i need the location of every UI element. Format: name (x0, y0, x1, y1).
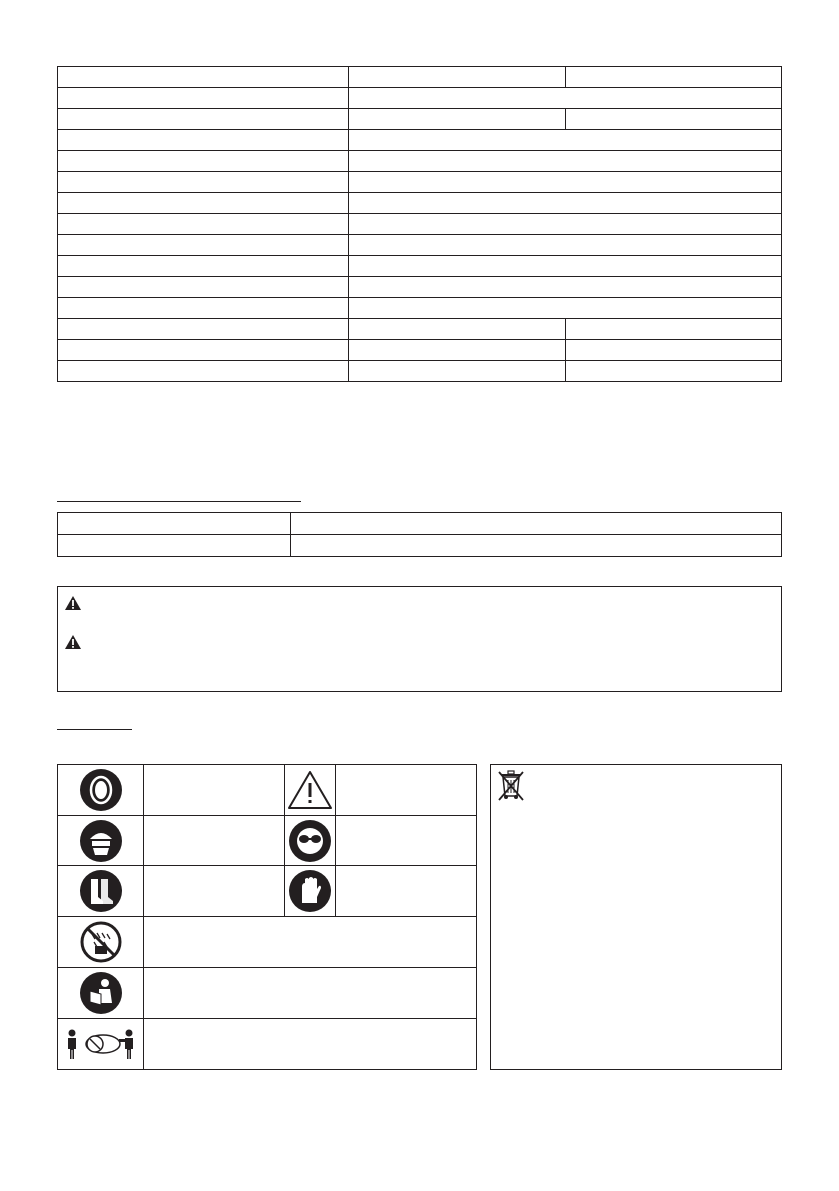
eye-protection-icon (285, 816, 335, 865)
table-row (58, 277, 782, 298)
ear-protection-icon (58, 765, 143, 815)
spec-label (58, 340, 349, 361)
vibration-value (291, 535, 782, 557)
table-row (58, 172, 782, 193)
spec-label (58, 214, 349, 235)
spec-label (58, 193, 349, 214)
table-row (58, 298, 782, 319)
spec-value (349, 214, 782, 235)
vibration-table (57, 512, 782, 557)
table-row (58, 361, 782, 382)
spec-value (565, 67, 782, 88)
table-row (58, 535, 782, 557)
table-row (58, 235, 782, 256)
head-protection-icon (58, 816, 143, 865)
spec-value (349, 109, 566, 130)
spec-label (58, 130, 349, 151)
protective-gloves-icon (285, 866, 335, 916)
spec-value (349, 256, 782, 277)
spec-label (58, 67, 349, 88)
spec-value (349, 340, 566, 361)
spec-label (58, 88, 349, 109)
table-row (58, 319, 782, 340)
spec-value (349, 277, 782, 298)
warning-triangle-icon (64, 634, 82, 650)
spec-value (565, 361, 782, 382)
spec-label (58, 256, 349, 277)
vibration-value (291, 513, 782, 535)
spec-label (58, 361, 349, 382)
spec-value (565, 109, 782, 130)
spec-label (58, 109, 349, 130)
vibration-label (58, 513, 291, 535)
warning-box (57, 586, 782, 692)
spec-label (58, 235, 349, 256)
spec-label (58, 172, 349, 193)
crossed-out-bin-icon (496, 769, 526, 806)
spec-value (349, 193, 782, 214)
caution-triangle-icon (285, 765, 335, 815)
spec-value (349, 319, 566, 340)
spec-value (349, 235, 782, 256)
table-row (58, 88, 782, 109)
table-row (58, 214, 782, 235)
spec-label (58, 277, 349, 298)
table-row (58, 130, 782, 151)
no-rain-icon (58, 917, 143, 967)
symbols-heading-underline (57, 729, 132, 730)
table-row (58, 151, 782, 172)
table-row (58, 340, 782, 361)
keep-distance-icon (58, 1019, 143, 1069)
protective-boots-icon (58, 866, 143, 916)
spec-value (349, 298, 782, 319)
spec-value (349, 361, 566, 382)
table-row (58, 109, 782, 130)
disposal-box (490, 764, 782, 1070)
table-row (58, 256, 782, 277)
warning-item (64, 595, 88, 611)
table-row (58, 193, 782, 214)
table-row (58, 67, 782, 88)
symbols-panel (57, 764, 477, 1070)
warning-item (64, 634, 88, 650)
spec-value (565, 340, 782, 361)
vibration-label (58, 535, 291, 557)
read-manual-icon (58, 968, 143, 1018)
spec-label (58, 319, 349, 340)
warning-triangle-icon (64, 595, 82, 611)
spec-label (58, 151, 349, 172)
vibration-heading-underline (57, 501, 301, 502)
spec-value (349, 172, 782, 193)
spec-value (349, 67, 566, 88)
spec-value (565, 319, 782, 340)
spec-value (349, 88, 782, 109)
spec-value (349, 151, 782, 172)
spec-value (349, 130, 782, 151)
spec-label (58, 298, 349, 319)
specifications-table (57, 66, 782, 382)
table-row (58, 513, 782, 535)
